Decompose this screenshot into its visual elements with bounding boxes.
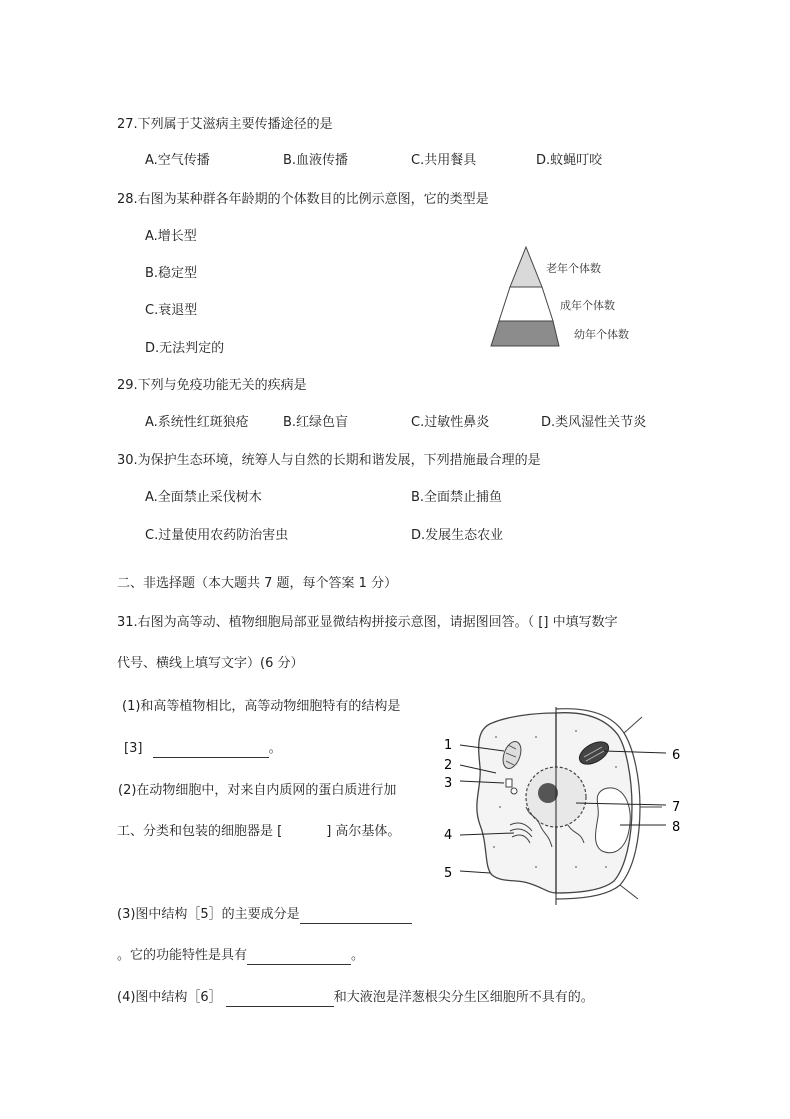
q31-part1-bracket: [3] [124,741,143,756]
pyramid-adult-section [499,287,553,321]
q29-option-b: B.红绿色盲 [283,415,349,430]
q28-stem: 28.右图为某种群各年龄期的个体数目的比例示意图，它的类型是 [117,192,489,207]
q31-part3-end: 。 [351,948,365,963]
q31-part1-end: 。 [268,741,282,756]
q30-option-d: D.发展生态农业 [411,528,504,543]
figure-label-2: 2 [444,758,453,773]
q28-option-d: D.无法判定的 [145,341,225,356]
section2-heading: 二、非选择题（本大题共 7 题，每个答案 1 分） [117,576,398,591]
q31-part3-text-b: 。它的功能特性是具有 [117,948,248,963]
cell-structure-figure [436,707,691,907]
q31-part4-line [117,989,594,1007]
pyramid-label-old: 老年个体数 [546,262,601,275]
q30-option-b: B.全面禁止捕鱼 [411,490,503,505]
figure-label-5: 5 [444,866,453,881]
q27-option-a: A.空气传播 [145,153,210,168]
q31-stem-line1: 31.右图为高等动、植物细胞局部亚显微结构拼接示意图，请据图回答。（ [] 中填写数字 [117,615,618,630]
q31-part3-blank-1[interactable] [300,909,412,924]
q30-option-c: C.过量使用农药防治害虫 [145,528,289,543]
leader-line-5 [460,871,490,873]
pyramid-label-adult: 成年个体数 [560,299,615,312]
q31-part4-text-b: 和大液泡是洋葱根尖分生区细胞所不具有的。 [333,990,594,1005]
q28-option-b: B.稳定型 [145,266,198,281]
figure-label-1: 1 [444,738,453,753]
pyramid-old-section [510,247,542,287]
q30-stem: 30.为保护生态环境，统筹人与自然的长期和谐发展，下列措施最合理的是 [117,453,541,468]
q29-stem: 29.下列与免疫功能无关的疾病是 [117,378,307,393]
figure-label-8: 8 [672,820,681,835]
q29-option-d: D.类风湿性关节炎 [541,415,647,430]
q31-part2-line2 [117,823,400,841]
central-vacuole [596,788,631,853]
q29-option-a: A.系统性红斑狼疮 [145,415,249,430]
q27-option-c: C.共用餐具 [411,153,477,168]
q31-part3-line2 [117,947,364,965]
q31-part2-line1: (2)在动物细胞中，对来自内质网的蛋白质进行加 [118,783,397,798]
q31-part1-answer-blank[interactable] [153,743,269,758]
q31-part3-text: (3)图中结构［5］的主要成分是 [117,907,300,922]
q31-part2-text-b: ] 高尔基体。 [326,824,401,839]
q27-option-b: B.血液传播 [283,153,349,168]
pyramid-label-young: 幼年个体数 [574,328,629,341]
centriole [506,779,512,787]
q31-part4-text-a: (4)图中结构［6］ [117,990,222,1005]
q27-option-d: D.蚊蝇叮咬 [536,153,603,168]
q31-part4-blank[interactable] [226,992,334,1007]
q29-option-c: C.过敏性鼻炎 [411,415,490,430]
q30-option-a: A.全面禁止采伐树木 [145,490,262,505]
q28-option-a: A.增长型 [145,229,197,244]
figure-label-6: 6 [672,748,681,763]
q31-part1-line1: (1)和高等植物相比，高等动物细胞特有的结构是 [122,699,401,714]
q31-part3-blank-2[interactable] [247,950,351,965]
figure-label-4: 4 [444,828,453,843]
pyramid-young-section [491,321,559,346]
centriole-secondary [511,788,517,794]
q31-stem-line2: 代号、横线上填写文字）(6 分） [117,656,304,671]
q31-part3-line1 [117,906,412,924]
q28-option-c: C.衰退型 [145,303,198,318]
age-pyramid-figure [486,244,636,350]
q31-part2-text-a: 工、分类和包装的细胞器是 [ [117,824,283,839]
nucleolus [538,783,558,803]
q31-part1-line2 [124,740,282,758]
q27-stem: 27.下列属于艾滋病主要传播途径的是 [117,117,333,132]
figure-label-7: 7 [672,800,681,815]
figure-label-3: 3 [444,776,453,791]
